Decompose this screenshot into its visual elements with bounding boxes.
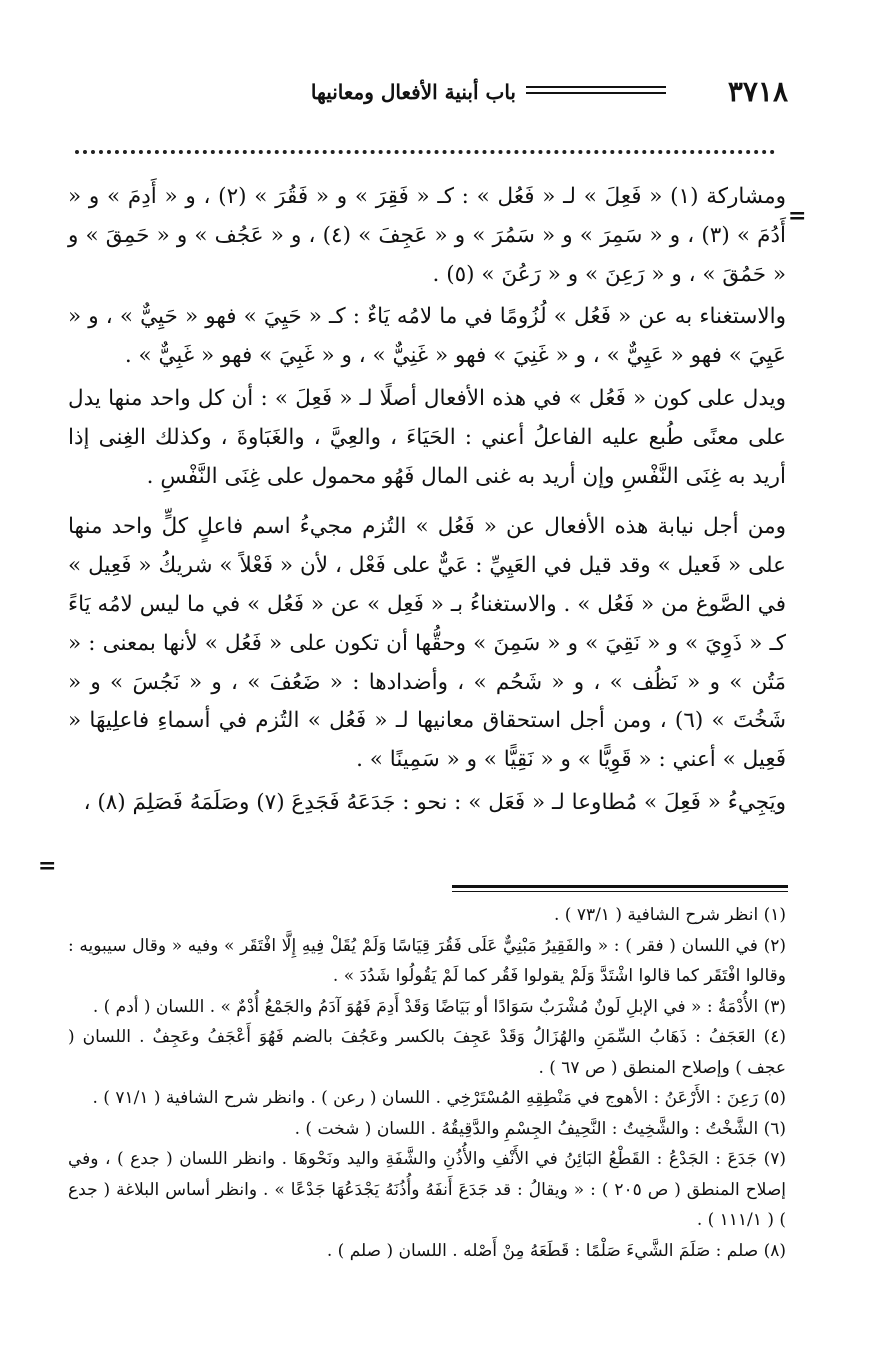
page-header <box>58 74 788 110</box>
dotted-divider <box>75 150 775 154</box>
header-rule <box>526 92 666 94</box>
continuation-mark: = <box>38 853 57 879</box>
header-rule <box>526 86 666 88</box>
main-text <box>68 178 786 823</box>
body-paragraph: ويَجِيءُ « فَعِلَ » مُطاوعا لـ « فَعَل » : نحو : جَدَعَهُ فَجَدِعَ (٧) وصَلَمَهُ فَصَلِمَ (٨) ، <box>83 789 786 815</box>
footnote: (٤) العَجَفُ : ذَهَابُ السِّمَنِ والهُزَالُ وَقَدْ عَجِفَ بالكسر وعَجُفَ بالضم فَهُوَ أَعْجَفُ وعَجِفٌ . اللسان ( عجف ) وإصلاح المنطق ( ص ٦٧ ) . <box>68 1027 786 1078</box>
footnote: (٨) صلم : صَلَمَ الشَّيءَ صَلْمًا : قَطَعَهُ مِنْ أَصْله . اللسان ( صلم ) . <box>326 1240 786 1261</box>
footnote: (٦) الشَّخْتُ : والشَّخِيتُ : النَّحِيفُ الجِسْمِ والدَّقِيقُهُ . اللسان ( شخت ) . <box>294 1118 786 1139</box>
footnote: (٧) جَدَعَ : الجَدْعُ : القَطْعُ البَائِنُ في الأَنْفِ والأُذُنِ والشَّفَةِ واليد ونَحْوهَا . وانظر اللسان ( جدع ) ، وفي إصلاح المنطق ( ص ٢٠٥ ) : « ويقالُ : قد جَدَعَ أَنفَهُ وأُذُنَهُ يَجْدَعُهَا جَدْعًا » . وانظر أساس البلاغة ( جدع ) ( ١١١/١ ) . <box>68 1149 786 1230</box>
body-paragraph: ومشاركة (١) « فَعِلَ » لـ « فَعُل » : كـ « فَقِرَ » و « فَقُرَ » (٢) ، و « أَدِمَ » و « أَدُمَ » (٣) ، و « سَمِرَ » و « سَمُرَ » و « عَجِفَ » (٤) ، و « عَجُف » و « حَمِقَ » و « حَمُقَ » ، و « رَعِنَ » و « رَعُنَ » (٥) . <box>68 184 786 287</box>
footnote: (٥) رَعِنَ : الأَرْعَنُ : الأهوج في مَنْطِقِهِ المُسْتَرْخِي . اللسان ( رعن ) . وانظر شرح الشافية ( ٧١/١ ) . <box>92 1088 786 1108</box>
body-paragraph: ومن أجل نيابة هذه الأفعال عن « فَعُل » التُزم مجيءُ اسم فاعلٍ كلٍّ واحد منها على « فَعيل » وقد قيل في العَيِيِّ : عَيٌّ على فَعْل ، لأن « فَعْلاً » شريكُ « فَعِيل » في الصَّوغ من « فَعُل » . والاستغناءُ بـ « فَعِل » عن « فَعُل » في ما ليس لامُه يَاءً كـ « ذَوِيَ » و « نَقِيَ » و « سَمِنَ » وحقُّها أن تكون على « فَعُل » لأنها بمعنى : « مَتُن » و « نَظُف » ، و « شَحُم » ، وأضدادها : « ضَعُفَ » ، و « نَجُسَ » و « شَخُتَ » (٦) ، ومن أجل استحقاق معانيها لـ « فَعُل » التُزم في أسماءِ فاعلِيهَا « فَعِيل » أعني : « قَوِيًّا » و « نَقِيًّا » و « سَمِينًا » . <box>68 514 786 773</box>
footnote-separator <box>452 885 788 888</box>
footnotes <box>68 900 786 1266</box>
footnote: (١) انظر شرح الشافية ( ٧٣/١ ) . <box>553 905 786 925</box>
page-number: ٣٧١٨ <box>727 75 788 108</box>
footnote: (٢) في اللسان ( فقر ) : « والفَقِيرُ مَبْنِيٌّ عَلَى فَقُرَ قِيَاسًا وَلَمْ يُقَلْ فِيهِ إِلَّا افْتَقَر » وفيه « وقال سيبويه : وقالوا افْتَقَر كما قالوا اشْتَدَّ وَلَمْ يقولوا فَقُر كما لَمْ يَقُولُوا شَدُدَ » . <box>68 935 786 986</box>
body-paragraph: والاستغناء به عن « فَعُل » لُزُومًا في ما لامُه يَاءٌ : كـ « حَيِيَ » فهو « حَيِيٌّ » ، و « عَيِيَ » فهو « عَيِيٌّ » ، و « غَنِيَ » فهو « غَنِيٌّ » ، و « غَبِيَ » فهو « غَبِيٌّ » . <box>68 304 786 369</box>
footnote-separator <box>452 891 788 892</box>
continuation-mark: = <box>788 203 807 229</box>
footnote: (٣) الأُدْمَةُ : « في الإبلِ لَونٌ مُشْرَبٌ سَوَادًا أو بَيَاضًا وَقَدْ أَدِمَ فَهُوَ آدَمُ والجَمْعُ أُدْمٌ » . اللسان ( أدم ) . <box>92 996 786 1017</box>
body-paragraph: ويدل على كون « فَعُل » في هذه الأفعال أصلًا لـ « فَعِلَ » : أن كل واحد منها يدل على معنًى طُبع عليه الفاعلُ أعني : الحَيَاءَ ، والعِيَّ ، والغَبَاوةَ ، وكذلك الغِنى إذا أريد به غِنَى النَّفْسِ وإن أريد به غنى المال فَهُو محمول على غِنَى النَّفْسِ . <box>68 385 786 489</box>
running-title: باب أبنية الأفعال ومعانيها <box>310 80 516 104</box>
